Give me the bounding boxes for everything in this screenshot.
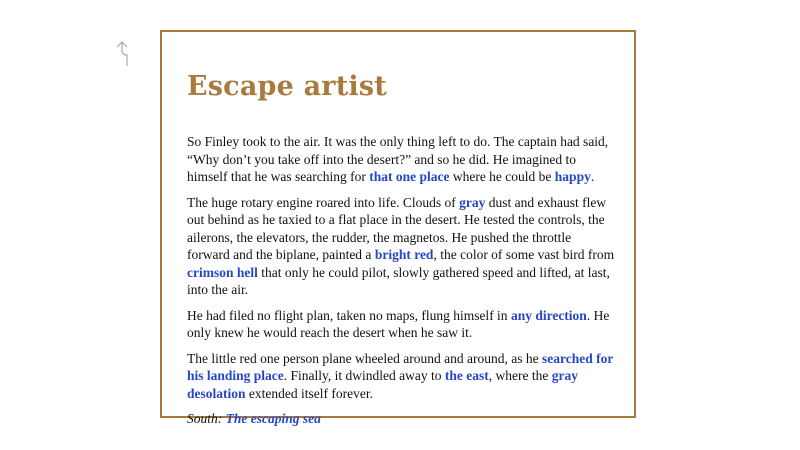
- paragraph-1: So Finley took to the air. It was the only thing left to do. The captain had said, “Why don’t you take off into the desert?” and so he did. He imagined to himself that he was searching for that one place where he could be happy.: [187, 134, 609, 184]
- paragraph-4: The little red one person plane wheeled around and around, as he searched for his landing place. Finally, it dwindled away to the east, where the gray desolation extended itself forever.: [187, 350, 614, 401]
- link-bright-red[interactable]: bright red: [374, 247, 434, 262]
- closing-line: South: The escaping sea: [187, 411, 321, 426]
- link-searched-for-his-landing-place[interactable]: searched for his landing place: [187, 350, 614, 383]
- link-gray-desolation[interactable]: gray desolation: [187, 368, 578, 401]
- page-title: Escape artist: [187, 71, 387, 102]
- link-the-escaping-sea[interactable]: The escaping sea: [225, 411, 321, 426]
- link-gray[interactable]: gray: [459, 194, 486, 210]
- story-frame: [160, 30, 636, 426]
- link-that-one-place[interactable]: that one place: [369, 169, 450, 184]
- link-any-direction[interactable]: any direction: [510, 307, 587, 323]
- undo-arrow-icon[interactable]: [112, 38, 132, 68]
- story-content: [187, 68, 617, 436]
- link-crimson-hell[interactable]: crimson hell: [187, 264, 258, 280]
- link-happy[interactable]: happy: [554, 169, 591, 184]
- link-the-east[interactable]: the east: [444, 368, 489, 383]
- paragraph-3: He had filed no flight plan, taken no maps, flung himself in any direction. He only knew he would reach the desert when he saw it.: [187, 307, 610, 340]
- paragraph-2: The huge rotary engine roared into life. Clouds of gray dust and exhaust flew out behind as he taxied to a flat place in the desert. He tested the controls, the ailerons, the elevators, the rudder, the magnetos. He pushed the throttle forward and the biplane, painted a bright red, the color of some vast bird from crimson hell that only he could pilot, slowly gathered speed and lifted, at last, into the air.: [187, 194, 615, 297]
